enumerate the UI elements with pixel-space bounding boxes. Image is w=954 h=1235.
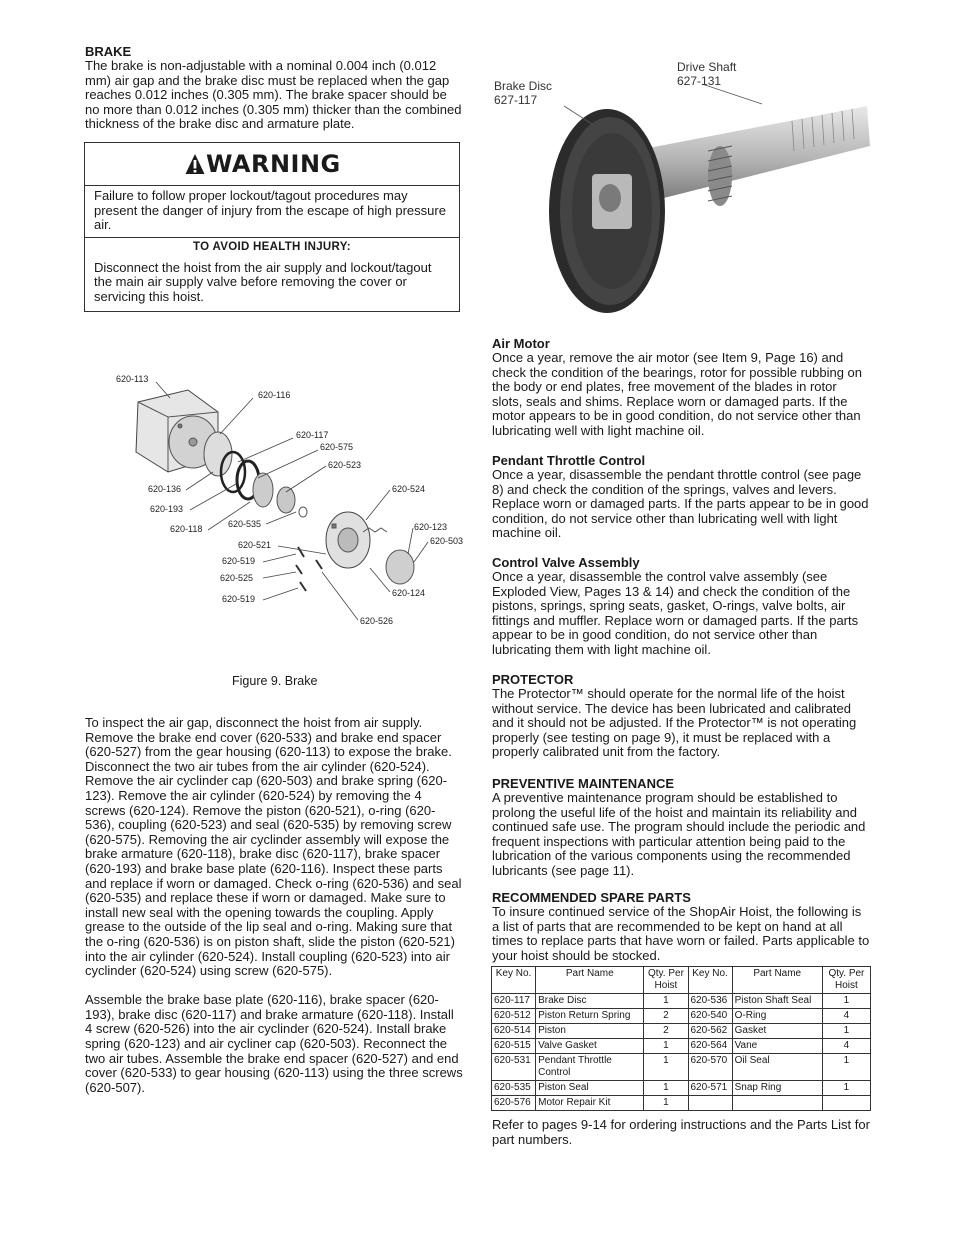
table-cell: Oil Seal bbox=[732, 1054, 822, 1081]
protector-heading: PROTECTOR bbox=[492, 672, 574, 687]
preventive-heading: PREVENTIVE MAINTENANCE bbox=[492, 776, 675, 791]
warning-text-2-p: Disconnect the hoist from the air supply and lockout/tagout the main air supply valve before removing the cover or servicing this hoist. bbox=[94, 259, 432, 304]
table-cell: 620-570 bbox=[688, 1054, 732, 1081]
warning-box bbox=[84, 142, 460, 312]
table-cell: 1 bbox=[822, 1081, 870, 1096]
table-row bbox=[492, 1039, 871, 1054]
callout-620-519-b: 620-519 bbox=[222, 594, 256, 604]
spares-text: To insure continued service of the ShopAir Hoist, the following is a list of parts that are recommended to be kept on hand at all times to replace parts that have worn or failed. Parts applicable to your hoist should be stocked. bbox=[492, 904, 870, 963]
table-cell: 4 bbox=[822, 1009, 870, 1024]
callout-620-136: 620-136 bbox=[148, 484, 182, 494]
table-cell: Piston Shaft Seal bbox=[732, 994, 822, 1009]
protector-section bbox=[492, 672, 870, 760]
label-drive-shaft-name: Drive Shaft bbox=[677, 60, 737, 74]
warning-triangle-icon bbox=[185, 153, 205, 175]
brake-disc-drawing bbox=[549, 109, 665, 313]
table-cell: 620-535 bbox=[492, 1081, 536, 1096]
control-valve-section bbox=[492, 555, 870, 658]
table-cell: Piston Return Spring bbox=[536, 1009, 644, 1024]
table-cell: 1 bbox=[822, 1024, 870, 1039]
pendant-heading: Pendant Throttle Control bbox=[492, 453, 646, 468]
callout-620-535: 620-535 bbox=[228, 519, 262, 529]
table-cell: 1 bbox=[644, 1081, 688, 1096]
inspect-para-2: Assemble the brake base plate (620-116), brake spacer (620-193), brake disc (620-117) and brake armature (620-118). Install 4 screw (620-526) into the air cyclinder (620-524). Install brake spring (620-123) and air cycliner cap (620-503). Reconnect the two air tubes. Assemble the brake end spacer (620-527) and end cover (620-533) to gear housing (620-113) using the three screws (620-507). bbox=[85, 992, 463, 1095]
table-cell: Valve Gasket bbox=[536, 1039, 644, 1054]
table-cell: 620-576 bbox=[492, 1096, 536, 1111]
callout-620-116: 620-116 bbox=[258, 390, 291, 400]
coupling-drawing bbox=[277, 487, 295, 513]
warning-header bbox=[85, 143, 459, 186]
screw-drawing bbox=[298, 547, 304, 557]
callout-620-575: 620-575 bbox=[320, 442, 354, 452]
table-cell: Gasket bbox=[732, 1024, 822, 1039]
table-cell: Snap Ring bbox=[732, 1081, 822, 1096]
brake-section bbox=[85, 44, 463, 132]
cylinder-cap-drawing bbox=[386, 550, 414, 584]
callout-620-519-a: 620-519 bbox=[222, 556, 256, 566]
warning-text-2 bbox=[85, 255, 459, 305]
col-header-qty: Qty. Per Hoist bbox=[644, 967, 688, 994]
table-cell: 1 bbox=[822, 994, 870, 1009]
table-cell: 620-536 bbox=[688, 994, 732, 1009]
pendant-section bbox=[492, 453, 870, 541]
inspect-para-1: To inspect the air gap, disconnect the hoist from air supply. Remove the brake end cover (620-533) and brake end spacer (620-527) from the gear housing (620-113) to expose the brake. Disconnect the two air tubes from the air cylinder (620-524). Remove the air cyclinder cap (620-503) and brake spring (620-123). Remove the air cylinder (620-524) by removing the 4 screws (620-124). Remove the piston (620-521), o-ring (620-536), coupling (620-523) and seal (620-535) by removing screw (620-575). Removing the air cyclinder assembly will expose the brake armature (620-118), brake disc (620-117), brake spacer (620-193) and brake base plate (620-116). Inspect these parts and replace if worn or damaged. Check o-ring (620-536) and seal (620-535) and replace these if worn or damaged. Make sure to install new seal with the opening towards the coupling. Apply grease to the outside of the lip seal and o-ring. Making sure that the o-ring (620-536) is on piston shaft, slide the piston (620-521) into the air cylinder (620-524). Install coupling (620-523) into air cyclinder (620-524) using screw (620-575). bbox=[85, 715, 462, 979]
armature-drawing bbox=[253, 473, 273, 507]
spares-footer bbox=[492, 1118, 870, 1147]
col-header-part-name: Part Name bbox=[536, 967, 644, 994]
table-cell bbox=[732, 1096, 822, 1111]
table-cell bbox=[688, 1096, 732, 1111]
table-cell: 1 bbox=[644, 1054, 688, 1081]
brake-heading: BRAKE bbox=[85, 44, 132, 59]
callout-620-193: 620-193 bbox=[150, 504, 184, 514]
inspect-section bbox=[85, 716, 463, 1095]
callout-620-117: 620-117 bbox=[296, 430, 329, 440]
brake-exploded-figure bbox=[108, 362, 478, 672]
table-cell: Piston bbox=[536, 1024, 644, 1039]
warning-subhead: TO AVOID HEALTH INJURY: bbox=[193, 241, 351, 253]
warning-text-1-p: Failure to follow proper lockout/tagout procedures may present the danger of injury from the escape of high pressure air. bbox=[94, 188, 446, 233]
table-cell: 1 bbox=[822, 1054, 870, 1081]
table-cell: 620-540 bbox=[688, 1009, 732, 1024]
table-row bbox=[492, 1054, 871, 1081]
spares-footer-text: Refer to pages 9-14 for ordering instructions and the Parts List for part numbers. bbox=[492, 1117, 870, 1147]
table-row bbox=[492, 1009, 871, 1024]
table-cell: 4 bbox=[822, 1039, 870, 1054]
pinion-gear-drawing bbox=[708, 146, 732, 206]
table-row bbox=[492, 994, 871, 1009]
preventive-text: A preventive maintenance program should be established to prolong the useful life of the hoist and maintain its reliability and continued safe use. The program should include the periodic and frequent inspections with particular attention being paid to the lubrication of the various components using the recommended lubricants (see page 11). bbox=[492, 790, 866, 878]
callout-620-523: 620-523 bbox=[328, 460, 362, 470]
col-header-key-no-2: Key No. bbox=[688, 967, 732, 994]
callout-620-123: 620-123 bbox=[414, 522, 448, 532]
table-cell: O-Ring bbox=[732, 1009, 822, 1024]
air-motor-heading: Air Motor bbox=[492, 336, 550, 351]
air-motor-text: Once a year, remove the air motor (see Item 9, Page 16) and check the condition of the bearings, rotor for possible rubbing on the body or end plates, free movement of the blades in rotor slots, seals and shims. Replace worn or damaged parts. If the motor appears to be in good condition, do not service other than lubricating well with light machine oil. bbox=[492, 350, 863, 438]
spares-section bbox=[492, 890, 870, 963]
callout-620-521: 620-521 bbox=[238, 540, 272, 550]
table-cell: 1 bbox=[644, 1096, 688, 1111]
table-row bbox=[492, 1024, 871, 1039]
control-valve-heading: Control Valve Assembly bbox=[492, 555, 640, 570]
callout-620-113: 620-113 bbox=[116, 374, 149, 384]
spares-heading: RECOMMENDED SPARE PARTS bbox=[492, 890, 691, 905]
callout-620-503: 620-503 bbox=[430, 536, 464, 546]
table-cell: Brake Disc bbox=[536, 994, 644, 1009]
table-cell: 1 bbox=[644, 1039, 688, 1054]
table-cell bbox=[822, 1096, 870, 1111]
label-brake-disc-name: Brake Disc bbox=[494, 79, 553, 93]
table-cell: Vane bbox=[732, 1039, 822, 1054]
col-header-qty-2: Qty. Per Hoist bbox=[822, 967, 870, 994]
callout-620-524: 620-524 bbox=[392, 484, 426, 494]
table-cell: 620-531 bbox=[492, 1054, 536, 1081]
warning-text-1 bbox=[85, 186, 459, 238]
air-cylinder-drawing bbox=[326, 512, 370, 568]
table-cell: Motor Repair Kit bbox=[536, 1096, 644, 1111]
callout-620-526: 620-526 bbox=[360, 616, 394, 626]
col-header-key-no: Key No. bbox=[492, 967, 536, 994]
table-cell: 620-564 bbox=[688, 1039, 732, 1054]
protector-text: The Protector™ should operate for the normal life of the hoist without service. The device has been lubricated and calibrated and it should not be adjusted. If the Protector™ is not operating properly (see testing on page 9), it must be replaced with a properly calibrated unit from the factory. bbox=[492, 686, 857, 760]
callout-620-525: 620-525 bbox=[220, 573, 254, 583]
spare-parts-table bbox=[491, 966, 871, 1111]
pendant-text: Once a year, disassemble the pendant throttle control (see page 8) and check the condition of the springs, valves and levers. Replace worn or damaged parts. If the parts appear to be in good condition, do not service other than lubricating well with light machine oil. bbox=[492, 467, 869, 541]
table-cell: 620-515 bbox=[492, 1039, 536, 1054]
table-cell: 620-571 bbox=[688, 1081, 732, 1096]
table-cell: 620-512 bbox=[492, 1009, 536, 1024]
table-cell: 620-117 bbox=[492, 994, 536, 1009]
warning-title: WARNING bbox=[206, 149, 341, 178]
table-header-row bbox=[492, 967, 871, 994]
col-header-part-name-2: Part Name bbox=[732, 967, 822, 994]
figure-caption: Figure 9. Brake bbox=[232, 674, 318, 688]
air-motor-section bbox=[492, 336, 870, 439]
table-row bbox=[492, 1096, 871, 1111]
table-cell: 2 bbox=[644, 1024, 688, 1039]
callout-620-118: 620-118 bbox=[170, 524, 203, 534]
callout-620-124: 620-124 bbox=[392, 588, 426, 598]
brake-text: The brake is non-adjustable with a nominal 0.004 inch (0.012 mm) air gap and the brake disc must be replaced when the gap reaches 0.012 inches (0.305 mm). The brake spacer should be no more than 0.012 inches (0.305 mm) thicker than the combined thickness of the brake disc and armature plate. bbox=[85, 58, 462, 132]
table-cell: 1 bbox=[644, 994, 688, 1009]
table-cell: 620-562 bbox=[688, 1024, 732, 1039]
control-valve-text: Once a year, disassemble the control valve assembly (see Exploded View, Pages 13 & 14) and check the condition of the pistons, springs, spring seats, gasket, O-rings, valve bolts, air fittings and muffler. Replace worn or damaged parts. If the parts appear to be in good condition, do not service other than lubricating them with light machine oil. bbox=[492, 569, 859, 657]
table-row bbox=[492, 1081, 871, 1096]
preventive-section bbox=[492, 776, 870, 879]
table-cell: Piston Seal bbox=[536, 1081, 644, 1096]
brake-disc-photo bbox=[492, 46, 870, 330]
table-cell: Pendant Throttle Control bbox=[536, 1054, 644, 1081]
table-cell: 2 bbox=[644, 1009, 688, 1024]
table-cell: 620-514 bbox=[492, 1024, 536, 1039]
label-brake-disc-number: 627-117 bbox=[494, 93, 538, 107]
label-drive-shaft-number: 627-131 bbox=[677, 74, 722, 88]
